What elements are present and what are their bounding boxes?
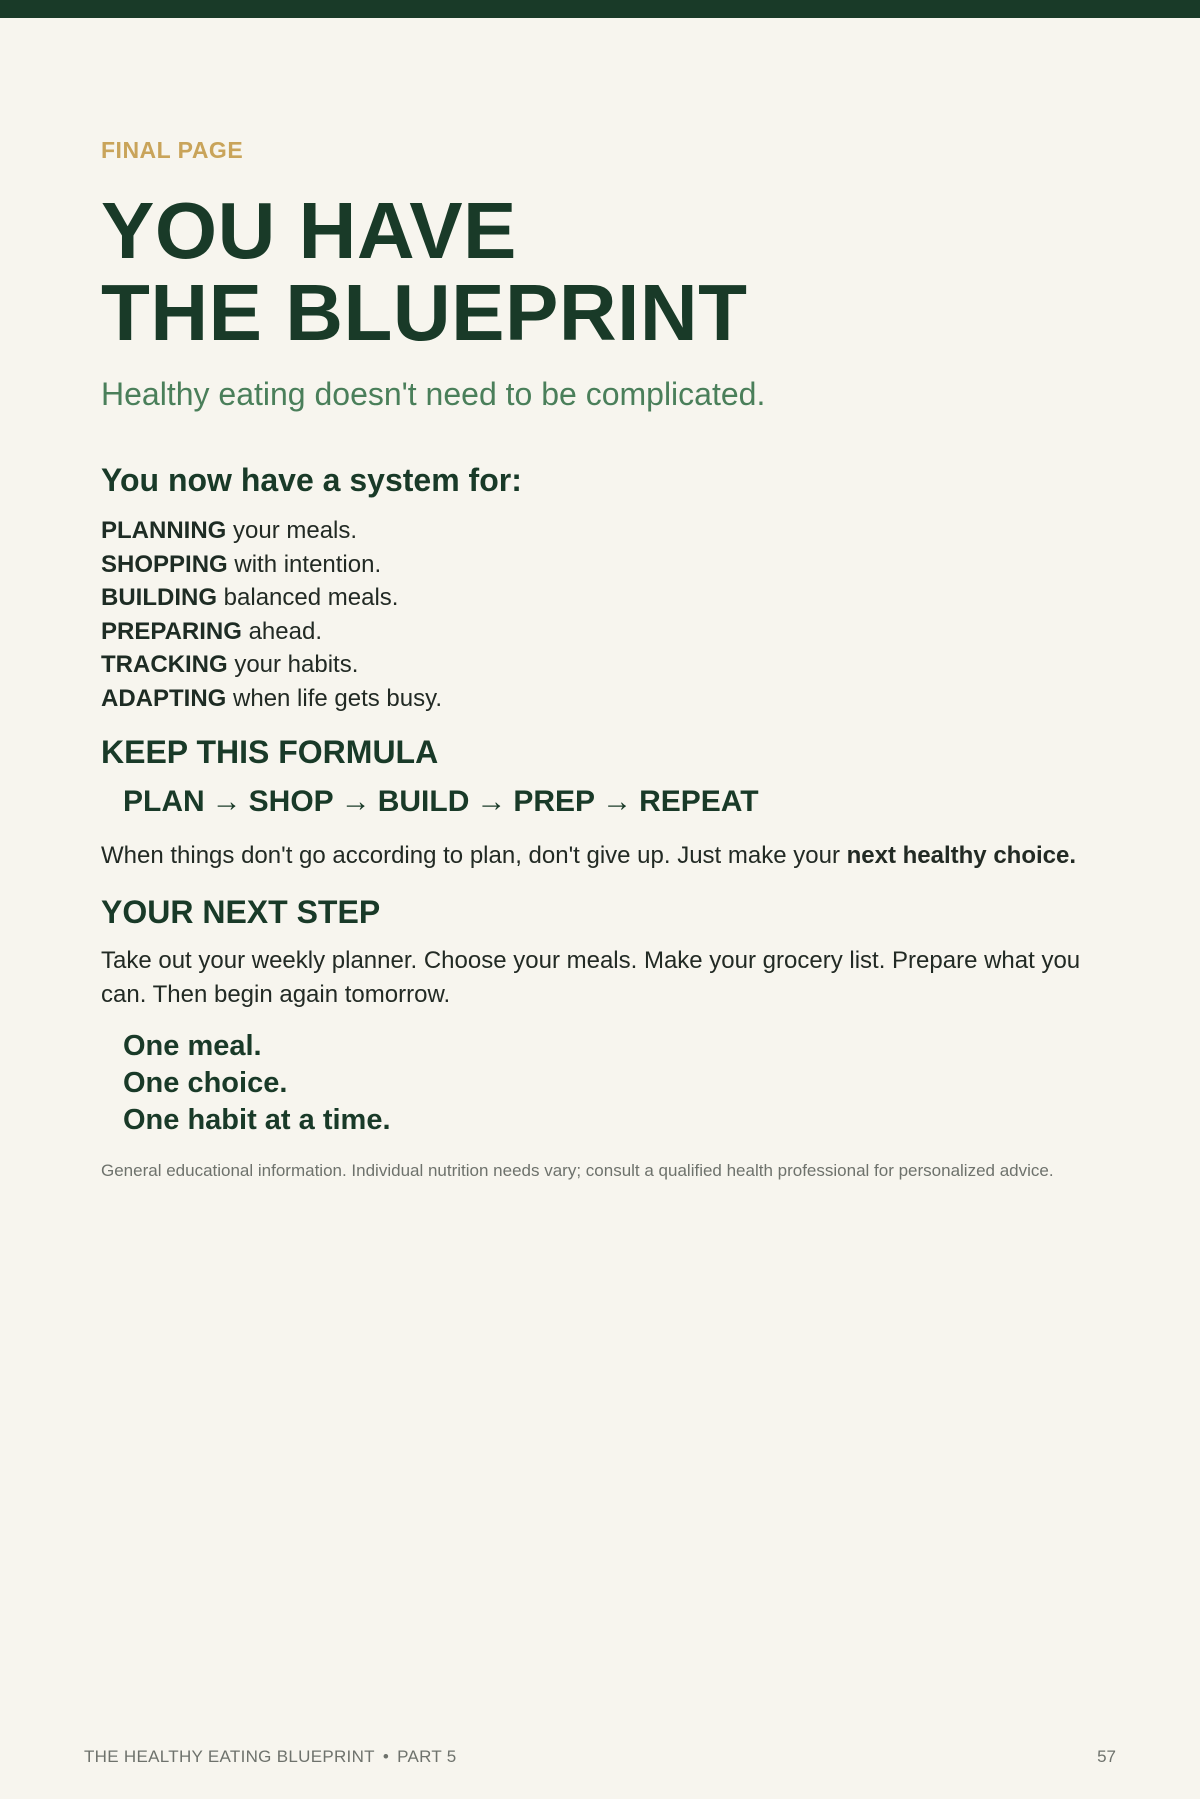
list-item-text: balanced meals. xyxy=(217,584,399,612)
list-item-text: when life gets busy. xyxy=(226,684,443,712)
formula-heading: KEEP THIS FORMULA xyxy=(101,734,439,770)
footer-book-title: THE HEALTHY EATING BLUEPRINT xyxy=(84,1747,375,1766)
list-item xyxy=(101,548,442,582)
list-item xyxy=(101,615,442,649)
formula-step: PREP xyxy=(513,785,596,818)
list-item-key: PREPARING xyxy=(101,617,242,645)
closing-line: One choice. xyxy=(123,1067,288,1099)
list-item-text: with intention. xyxy=(227,550,382,578)
list-item-text: your habits. xyxy=(227,651,359,679)
list-item xyxy=(101,581,442,615)
closing-line: One habit at a time. xyxy=(123,1104,391,1136)
next-step-body: Take out your weekly planner. Choose your meals. Make your grocery list. Prepare what you can. Then begin again tomorrow. xyxy=(101,947,1081,1008)
list-item-text: your meals. xyxy=(226,517,358,544)
system-heading: You now have a system for: xyxy=(101,462,522,498)
formula-note-text: When things don't go according to plan, don't give up. Just make your xyxy=(101,842,847,869)
list-item-key: BUILDING xyxy=(101,584,217,612)
title-line-2: THE BLUEPRINT xyxy=(101,268,748,357)
page-subtitle: Healthy eating doesn't need to be complicated. xyxy=(101,376,766,412)
footer-part: PART 5 xyxy=(397,1747,457,1766)
formula-steps xyxy=(123,785,759,819)
arrow-right-icon: → xyxy=(340,785,371,818)
list-item xyxy=(101,682,442,716)
formula-note-emphasis: next healthy choice. xyxy=(846,842,1077,869)
list-item-key: SHOPPING xyxy=(101,550,228,578)
title-line-1: YOU HAVE xyxy=(101,186,517,275)
formula-step: REPEAT xyxy=(639,785,759,818)
formula-step: SHOP xyxy=(248,785,334,818)
closing-lines xyxy=(123,1028,391,1139)
arrow-right-icon: → xyxy=(211,785,242,818)
disclaimer: General educational information. Individual nutrition needs vary; consult a qualified health professional for personalized advice. xyxy=(101,1161,1054,1180)
list-item-key: TRACKING xyxy=(101,651,228,679)
list-item xyxy=(101,648,442,682)
arrow-right-icon: → xyxy=(476,785,507,818)
footer-running-title xyxy=(84,1747,457,1767)
top-accent-bar xyxy=(0,0,1200,18)
list-item-key: PLANNING xyxy=(101,517,227,544)
formula-step: BUILD xyxy=(377,785,470,818)
formula-note xyxy=(101,842,1101,870)
list-item-text: ahead. xyxy=(241,617,322,645)
page-title xyxy=(101,186,748,357)
footer-separator: • xyxy=(382,1747,390,1766)
closing-line: One meal. xyxy=(123,1030,262,1062)
page-number: 57 xyxy=(1097,1747,1116,1766)
system-list xyxy=(101,514,442,716)
formula-step: PLAN xyxy=(123,785,205,818)
eyebrow-label: FINAL PAGE xyxy=(101,137,244,163)
next-step-heading: YOUR NEXT STEP xyxy=(101,894,381,930)
list-item xyxy=(101,514,442,548)
list-item-key: ADAPTING xyxy=(101,684,227,712)
arrow-right-icon: → xyxy=(602,785,633,818)
